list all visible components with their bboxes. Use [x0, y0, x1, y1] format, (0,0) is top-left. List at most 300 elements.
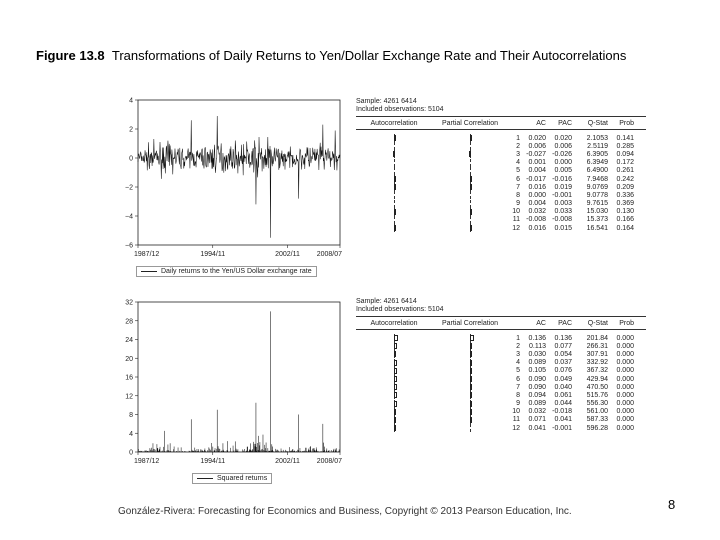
ac-axis [394, 142, 395, 150]
ac-value: 0.016 [528, 224, 546, 232]
q-stat-value: 6.3949 [586, 159, 608, 167]
corr-sample: Sample: 4261 6414 [356, 298, 417, 305]
corr-row [356, 367, 646, 375]
lag: 1 [516, 334, 520, 342]
lag: 4 [516, 359, 520, 367]
figure-caption: Transformations of Daily Returns to Yen/Dollar Exchange Rate and Their Autocorrelations [111, 48, 627, 63]
y-tick-label: 2 [129, 126, 133, 134]
ac-cell [356, 159, 432, 167]
pac-cell [432, 424, 508, 432]
pac-cell [432, 150, 508, 158]
corr-row [356, 350, 646, 358]
pac-cell [432, 142, 508, 150]
x-tick-label: 2002/11 [275, 251, 300, 258]
pac-bar [470, 176, 472, 182]
q-stat-value: 266.31 [586, 342, 608, 350]
prob-value: 0.285 [616, 142, 634, 150]
ac-value: 0.089 [528, 400, 546, 408]
pac-bar [470, 335, 474, 341]
ac-cell [356, 367, 432, 375]
ac-axis [394, 216, 395, 224]
corr-row [356, 159, 646, 167]
corr-header [356, 316, 646, 330]
ac-value: 0.105 [528, 367, 546, 375]
pac-cell [432, 383, 508, 391]
hdr-autocorrelation: Autocorrelation [370, 119, 418, 127]
pac-value: 0.061 [554, 391, 572, 399]
y-tick-label: 12 [125, 393, 133, 401]
pac-value: 0.006 [554, 142, 572, 150]
prob-value: 0.209 [616, 183, 634, 191]
ac-value: -0.008 [526, 216, 546, 224]
lag: 6 [516, 175, 520, 183]
pac-cell [432, 359, 508, 367]
q-stat-value: 2.5119 [587, 142, 608, 150]
q-stat-value: 515.76 [586, 391, 608, 399]
pac-bar [470, 209, 472, 215]
lag: 4 [516, 159, 520, 167]
pac-cell [432, 191, 508, 199]
prob-value: 0.141 [616, 134, 634, 142]
pac-value: 0.136 [554, 334, 572, 342]
returns-legend [136, 266, 317, 277]
pac-axis [470, 216, 471, 224]
prob-value: 0.336 [616, 191, 634, 199]
corr-observations: Included observations: 5104 [356, 306, 444, 313]
q-stat-value: 15.030 [586, 208, 608, 216]
lag: 3 [516, 150, 520, 158]
ac-cell [356, 208, 432, 216]
ac-bar [393, 151, 395, 157]
y-tick-label: 16 [125, 374, 133, 382]
lag: 7 [516, 183, 520, 191]
prob-value: 0.242 [616, 175, 634, 183]
ac-axis [394, 191, 395, 199]
corr-observations: Included observations: 5104 [356, 106, 444, 113]
pac-value: 0.076 [554, 367, 572, 375]
x-tick-label: 2008/07 [316, 458, 342, 465]
prob-value: 0.000 [616, 424, 634, 432]
q-stat-value: 6.3905 [586, 150, 608, 158]
prob-value: 0.000 [616, 408, 634, 416]
returns-legend-label: Daily returns to the Yen/US Dollar exchange rate [161, 268, 312, 275]
corr-row [356, 408, 646, 416]
hdr-partial-correlation: Partial Correlation [441, 319, 499, 327]
y-tick-label: 4 [129, 97, 133, 105]
hdr-ac: AC [536, 319, 546, 327]
prob-value: 0.000 [616, 334, 634, 342]
pac-value: -0.008 [552, 216, 572, 224]
prob-value: 0.000 [616, 391, 634, 399]
q-stat-value: 561.00 [586, 408, 608, 416]
corr-row [356, 334, 646, 342]
corr-row [356, 200, 646, 208]
pac-cell [432, 167, 508, 175]
corr-row [356, 224, 646, 232]
ac-bar [394, 376, 397, 382]
lag: 11 [512, 216, 520, 224]
q-stat-value: 307.91 [586, 350, 608, 358]
corr-row [356, 342, 646, 350]
pac-axis [470, 424, 471, 432]
ac-cell [356, 391, 432, 399]
pac-axis [470, 142, 471, 150]
lag: 10 [512, 208, 520, 216]
ac-cell [356, 150, 432, 158]
corr-row [356, 216, 646, 224]
pac-value: 0.037 [554, 359, 572, 367]
ac-bar [394, 417, 396, 423]
pac-axis [470, 200, 471, 208]
prob-value: 0.369 [616, 200, 634, 208]
pac-bar [470, 184, 472, 190]
ac-cell [356, 416, 432, 424]
lag: 9 [516, 200, 520, 208]
ac-bar [394, 209, 396, 215]
ac-bar [394, 335, 398, 341]
corr-row [356, 191, 646, 199]
prob-value: 0.000 [616, 359, 634, 367]
pac-value: 0.020 [554, 134, 572, 142]
pac-axis [470, 159, 471, 167]
pac-cell [432, 183, 508, 191]
q-stat-value: 7.9468 [586, 175, 608, 183]
pac-bar [470, 417, 472, 423]
prob-value: 0.166 [616, 216, 634, 224]
y-tick-label: 32 [125, 299, 133, 307]
pac-cell [432, 134, 508, 142]
q-stat-value: 16.541 [586, 224, 608, 232]
ac-bar [394, 176, 396, 182]
q-stat-value: 470.50 [586, 383, 608, 391]
ac-value: 0.136 [528, 334, 546, 342]
prob-value: 0.261 [616, 167, 634, 175]
ac-bar [394, 425, 396, 431]
ac-cell [356, 408, 432, 416]
corr-header [356, 116, 646, 130]
q-stat-value: 429.94 [586, 375, 608, 383]
q-stat-value: 9.7615 [586, 200, 608, 208]
prob-value: 0.130 [616, 208, 634, 216]
ac-value: 0.004 [528, 167, 546, 175]
prob-value: 0.164 [616, 224, 634, 232]
corr-row [356, 134, 646, 142]
q-stat-value: 332.92 [586, 359, 608, 367]
pac-value: 0.000 [554, 159, 572, 167]
lag: 8 [516, 391, 520, 399]
ac-cell [356, 359, 432, 367]
ac-value: 0.041 [528, 424, 546, 432]
corr-row [356, 183, 646, 191]
pac-value: -0.001 [552, 424, 572, 432]
corr-row [356, 175, 646, 183]
ac-cell [356, 142, 432, 150]
ac-value: 0.032 [528, 408, 546, 416]
pac-bar [470, 376, 472, 382]
pac-cell [432, 375, 508, 383]
prob-value: 0.000 [616, 367, 634, 375]
ac-bar [394, 135, 396, 141]
corr-row [356, 208, 646, 216]
hdr-pac: PAC [558, 319, 572, 327]
pac-bar [469, 151, 471, 157]
correlogram-squared [356, 298, 646, 432]
hdr-q-stat: Q-Stat [587, 119, 608, 127]
squared-series-line [138, 311, 340, 452]
ac-value: 0.090 [528, 375, 546, 383]
pac-value: -0.001 [552, 191, 572, 199]
ac-bar [394, 401, 397, 407]
q-stat-value: 556.30 [586, 400, 608, 408]
ac-cell [356, 175, 432, 183]
pac-value: 0.005 [554, 167, 572, 175]
ac-cell [356, 167, 432, 175]
ac-cell [356, 183, 432, 191]
y-tick-label: 20 [125, 355, 133, 363]
page-number: 8 [668, 497, 676, 512]
lag: 11 [512, 416, 520, 424]
hdr-prob: Prob [619, 319, 634, 327]
ac-value: 0.020 [528, 134, 546, 142]
ac-value: 0.094 [528, 391, 546, 399]
prob-value: 0.000 [616, 383, 634, 391]
pac-value: 0.015 [554, 224, 572, 232]
pac-value: 0.019 [554, 183, 572, 191]
ac-bar [394, 184, 396, 190]
x-tick-label: 2002/11 [275, 458, 300, 465]
x-tick-label: 1994/11 [200, 251, 226, 258]
pac-bar [470, 343, 472, 349]
pac-value: -0.018 [552, 408, 572, 416]
q-stat-value: 596.28 [586, 424, 608, 432]
lag: 2 [516, 142, 520, 150]
prob-value: 0.094 [616, 150, 634, 158]
legend-line-icon [197, 478, 213, 479]
y-tick-label: 24 [125, 337, 133, 344]
hdr-pac: PAC [558, 119, 572, 127]
ac-value: 0.030 [528, 350, 546, 358]
y-tick-label: 0 [129, 155, 133, 163]
prob-value: 0.000 [616, 342, 634, 350]
q-stat-value: 9.0778 [586, 191, 608, 199]
ac-cell [356, 224, 432, 232]
x-tick-label: 1987/12 [134, 251, 160, 258]
pac-bar [470, 401, 472, 407]
corr-row [356, 391, 646, 399]
returns-chart [112, 96, 344, 261]
pac-bar [470, 351, 472, 357]
prob-value: 0.000 [616, 400, 634, 408]
pac-value: 0.077 [554, 342, 572, 350]
pac-value: 0.003 [554, 200, 572, 208]
plot-frame [138, 100, 340, 245]
corr-row [356, 424, 646, 432]
y-tick-label: 4 [129, 430, 133, 438]
q-stat-value: 6.4900 [586, 167, 608, 175]
pac-cell [432, 367, 508, 375]
y-tick-label: −6 [125, 242, 133, 250]
ac-axis [394, 200, 395, 208]
ac-value: -0.017 [526, 175, 546, 183]
y-tick-label: 8 [129, 412, 133, 419]
pac-cell [432, 159, 508, 167]
ac-bar [394, 384, 397, 390]
lag: 10 [512, 408, 520, 416]
corr-row [356, 375, 646, 383]
pac-value: 0.033 [554, 208, 572, 216]
ac-value: 0.000 [528, 191, 546, 199]
slide-title [36, 48, 716, 63]
pac-axis [470, 167, 471, 175]
lag: 5 [516, 167, 520, 175]
ac-bar [394, 368, 397, 374]
lag: 5 [516, 367, 520, 375]
hdr-autocorrelation: Autocorrelation [370, 319, 418, 327]
pac-bar [470, 360, 472, 366]
lag: 12 [512, 224, 520, 232]
corr-row [356, 383, 646, 391]
y-tick-label: 0 [129, 449, 133, 457]
ac-value: 0.089 [528, 359, 546, 367]
ac-value: 0.113 [529, 342, 546, 350]
q-stat-value: 15.373 [586, 216, 608, 224]
pac-value: 0.054 [554, 350, 572, 358]
pac-cell [432, 334, 508, 342]
ac-bar [394, 343, 397, 349]
returns-series-line [138, 116, 340, 238]
corr-sample: Sample: 4261 6414 [356, 98, 417, 105]
pac-value: 0.044 [554, 400, 572, 408]
ac-cell [356, 334, 432, 342]
ac-cell [356, 134, 432, 142]
lag: 3 [516, 350, 520, 358]
q-stat-value: 201.84 [586, 334, 608, 342]
hdr-ac: AC [536, 119, 546, 127]
corr-row [356, 416, 646, 424]
ac-cell [356, 342, 432, 350]
prob-value: 0.172 [616, 159, 634, 167]
corr-row [356, 142, 646, 150]
returns-chart-svg [112, 96, 344, 261]
q-stat-value: 587.33 [586, 416, 608, 424]
x-tick-label: 1994/11 [200, 458, 226, 465]
pac-cell [432, 350, 508, 358]
ac-value: 0.090 [528, 383, 546, 391]
pac-bar [470, 409, 472, 415]
ac-cell [356, 383, 432, 391]
figure-number: Figure 13.8 [36, 48, 105, 63]
prob-value: 0.000 [616, 350, 634, 358]
lag: 2 [516, 342, 520, 350]
q-stat-value: 2.1053 [586, 134, 608, 142]
ac-cell [356, 375, 432, 383]
ac-cell [356, 200, 432, 208]
y-tick-label: −2 [125, 184, 133, 192]
ac-bar [394, 351, 396, 357]
pac-cell [432, 216, 508, 224]
prob-value: 0.000 [616, 375, 634, 383]
ac-value: 0.001 [528, 159, 546, 167]
lag: 12 [512, 424, 520, 432]
squared-legend [192, 473, 272, 484]
lag: 7 [516, 383, 520, 391]
pac-bar [470, 392, 472, 398]
pac-cell [432, 416, 508, 424]
y-tick-label: 28 [125, 318, 133, 326]
ac-value: 0.006 [528, 142, 546, 150]
pac-bar [470, 368, 472, 374]
hdr-prob: Prob [619, 119, 634, 127]
pac-value: -0.016 [552, 175, 572, 183]
ac-value: 0.004 [528, 200, 546, 208]
ac-bar [394, 392, 397, 398]
pac-value: 0.041 [554, 416, 572, 424]
copyright-footer: González-Rivera: Forecasting for Economics and Business, Copyright © 2013 Pearson Education, Inc. [118, 506, 572, 517]
correlogram-returns [356, 98, 646, 232]
pac-bar [470, 225, 472, 231]
prob-value: 0.000 [616, 416, 634, 424]
y-tick-label: −4 [125, 213, 133, 221]
lag: 6 [516, 375, 520, 383]
corr-row [356, 150, 646, 158]
ac-axis [394, 159, 395, 167]
ac-value: 0.016 [528, 183, 546, 191]
lag: 8 [516, 191, 520, 199]
pac-bar [470, 135, 472, 141]
pac-cell [432, 342, 508, 350]
pac-cell [432, 400, 508, 408]
ac-cell [356, 424, 432, 432]
q-stat-value: 367.32 [586, 367, 608, 375]
x-tick-label: 2008/07 [316, 251, 342, 258]
ac-bar [394, 225, 396, 231]
ac-value: 0.032 [528, 208, 546, 216]
ac-value: 0.071 [528, 416, 546, 424]
pac-cell [432, 224, 508, 232]
corr-row [356, 167, 646, 175]
pac-cell [432, 408, 508, 416]
pac-cell [432, 391, 508, 399]
hdr-partial-correlation: Partial Correlation [441, 119, 499, 127]
corr-row [356, 359, 646, 367]
ac-cell [356, 400, 432, 408]
hdr-q-stat: Q-Stat [587, 319, 608, 327]
x-tick-label: 1987/12 [134, 458, 160, 465]
pac-cell [432, 200, 508, 208]
pac-axis [470, 191, 471, 199]
ac-cell [356, 216, 432, 224]
ac-value: -0.027 [526, 150, 546, 158]
q-stat-value: 9.0769 [586, 183, 608, 191]
squared-returns-chart [112, 298, 344, 468]
pac-value: -0.026 [552, 150, 572, 158]
pac-value: 0.049 [554, 375, 572, 383]
squared-returns-chart-svg [112, 298, 344, 468]
pac-cell [432, 175, 508, 183]
ac-cell [356, 350, 432, 358]
ac-axis [394, 167, 395, 175]
lag: 9 [516, 400, 520, 408]
corr-row [356, 400, 646, 408]
pac-bar [470, 384, 472, 390]
lag: 1 [516, 134, 520, 142]
squared-legend-label: Squared returns [217, 475, 268, 482]
legend-line-icon [141, 271, 157, 272]
ac-cell [356, 191, 432, 199]
ac-bar [394, 409, 396, 415]
pac-cell [432, 208, 508, 216]
pac-value: 0.040 [554, 383, 572, 391]
